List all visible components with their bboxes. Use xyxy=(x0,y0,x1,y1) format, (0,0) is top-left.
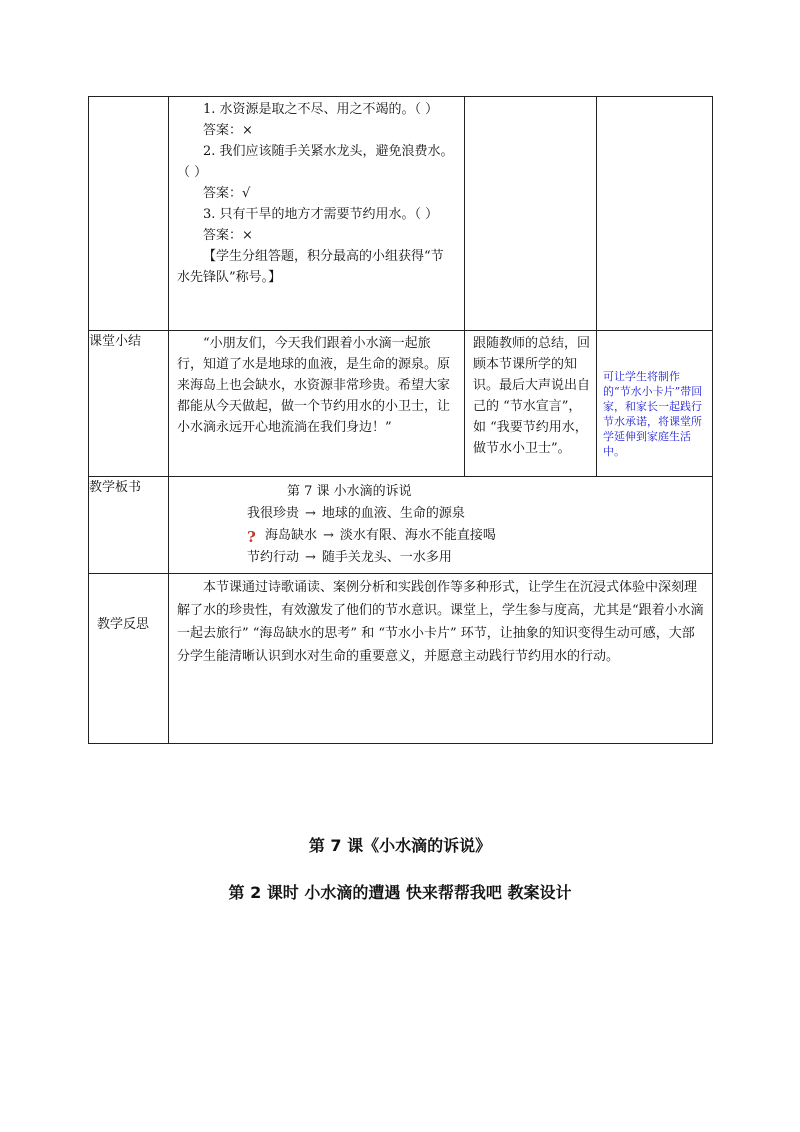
board-row-2 xyxy=(169,525,712,547)
answer-3: 答案：× xyxy=(203,228,253,243)
arrow-icon: → xyxy=(323,528,334,543)
board-row-3 xyxy=(169,547,712,569)
board-row-1-left: 我很珍贵 xyxy=(247,506,300,521)
activity-note: 【学生分组答题，积分最高的小组获得“节水先锋队”称号。】 xyxy=(177,249,444,285)
board-row xyxy=(89,477,713,574)
exercise-student-cell xyxy=(465,97,597,331)
summary-student-cell xyxy=(465,331,597,477)
reflection-row xyxy=(89,574,713,744)
exercise-note-cell xyxy=(597,97,713,331)
summary-note-text: 可让学生将制作的“节水小卡片”带回家，和家长一起践行节水承诺，将课堂所学延伸到家庭生活中。 xyxy=(603,370,703,458)
board-label: 教学板书 xyxy=(89,477,169,574)
exercise-row xyxy=(89,97,713,331)
answer-2: 答案：√ xyxy=(203,186,251,201)
reflection-label: 教学反思 xyxy=(97,617,150,632)
question-mark-icon: ? xyxy=(247,528,256,546)
answer-1: 答案：× xyxy=(203,123,253,138)
board-row-3-left: 节约行动 xyxy=(247,550,300,565)
arrow-icon: → xyxy=(305,550,316,565)
exercise-content-cell xyxy=(169,97,465,331)
arrow-icon: → xyxy=(305,506,316,521)
question-1: 1. 水资源是取之不尽、用之不竭的。（ ） xyxy=(203,102,439,117)
summary-teacher-text: “小朋友们，今天我们跟着小水滴一起旅行，知道了水是地球的血液，是生命的源泉。原来海岛上也会缺水，水资源非常珍贵。希望大家都能从今天做起，做一个节约用水的小卫士，让小水滴永远开心地流淌在我们身边！” xyxy=(177,336,451,435)
board-row-1-right: 地球的血液、生命的源泉 xyxy=(321,506,465,521)
summary-note-cell xyxy=(597,331,713,477)
exercise-label-cell xyxy=(89,97,169,331)
lesson-subtitle: 第 2 课时 小水滴的遭遇 快来帮帮我吧 教案设计 xyxy=(228,883,572,902)
lesson-title: 第 7 课《小水滴的诉说》 xyxy=(308,836,492,855)
lesson-plan-table xyxy=(88,96,713,744)
board-row-1 xyxy=(169,503,712,525)
board-row-3-right: 随手关龙头、一水多用 xyxy=(321,550,452,565)
reflection-content-cell xyxy=(169,574,713,744)
summary-student-text: 跟随教师的总结，回顾本节课所学的知识。最后大声说出自己的 “节水宣言”，如 “我要节约用水，做节水小卫士”。 xyxy=(473,336,591,456)
board-title: 第 7 课 小水滴的诉说 xyxy=(287,484,412,499)
reflection-text: 本节课通过诗歌诵读、案例分析和实践创作等多种形式，让学生在沉浸式体验中深刻理解了水的珍贵性，有效激发了他们的节水意识。课堂上，学生参与度高，尤其是“跟着小水滴一起去旅行” “海岛缺水的思考” 和 “节水小卡片” 环节，让抽象的知识变得生动可感，大部分学生能清晰认识到水对生命的重要意义，并愿意主动践行节约用水的行动。 xyxy=(177,580,704,664)
board-content-cell xyxy=(169,477,713,574)
question-2: 2. 我们应该随手关紧水龙头，避免浪费水。（ ） xyxy=(177,144,454,180)
summary-teacher-cell xyxy=(169,331,465,477)
board-row-2-right: 淡水有限、海水不能直接喝 xyxy=(339,528,496,543)
summary-label: 课堂小结 xyxy=(89,331,169,477)
question-3: 3. 只有干旱的地方才需要节约用水。（ ） xyxy=(203,207,439,222)
reflection-label-cell xyxy=(89,574,169,744)
board-row-2-left: 海岛缺水 xyxy=(265,528,318,543)
summary-row xyxy=(89,331,713,477)
